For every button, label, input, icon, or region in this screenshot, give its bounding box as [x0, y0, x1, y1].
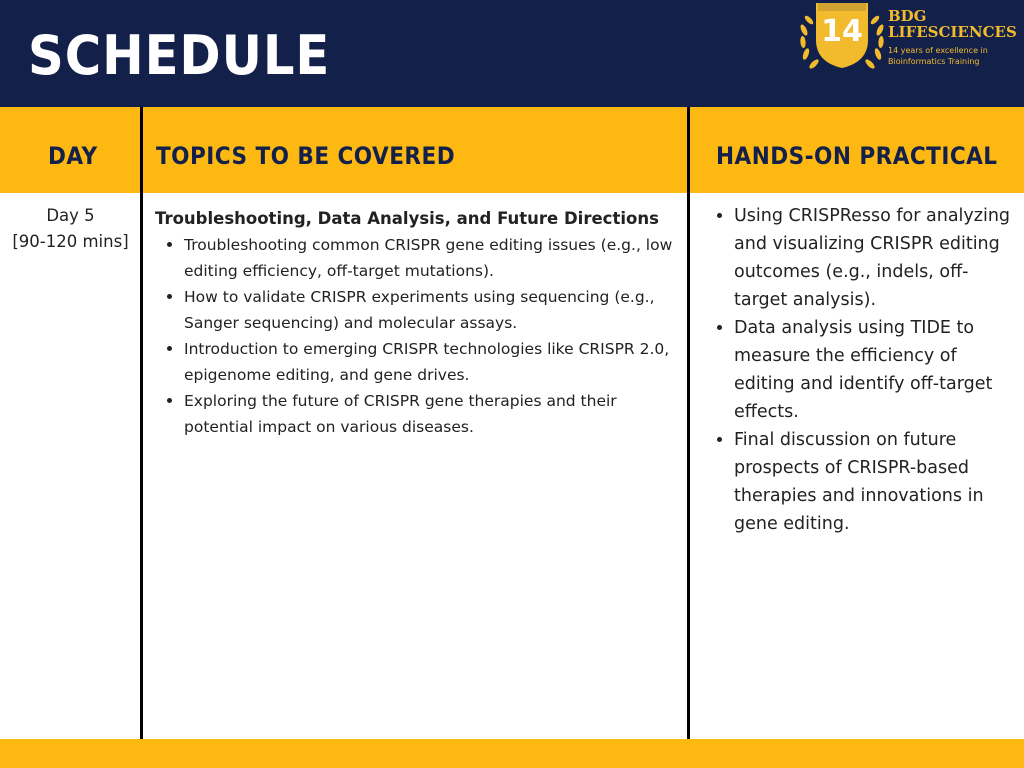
- brand-name: [888, 8, 1017, 40]
- topic-item: Troubleshooting common CRISPR gene editing issues (e.g., low editing efficiency, off-target mutations).: [155, 232, 683, 284]
- column-header-day: DAY: [48, 142, 98, 170]
- topic-item: Introduction to emerging CRISPR technologies like CRISPR 2.0, epigenome editing, and gene drives.: [155, 336, 683, 388]
- practical-list: [716, 202, 1016, 538]
- brand-logo: [796, 0, 1024, 107]
- brand-name-line1: BDG: [888, 7, 927, 25]
- topics-list: [155, 232, 683, 440]
- header-bar: [0, 0, 1024, 107]
- topics-cell: [155, 206, 683, 440]
- brand-name-line2: LIFESCIENCES: [888, 23, 1017, 41]
- practical-item: Using CRISPResso for analyzing and visualizing CRISPR editing outcomes (e.g., indels, off-target analysis).: [716, 202, 1016, 314]
- brand-tagline: 14 years of excellence in Bioinformatics Training: [888, 46, 988, 66]
- table-header-row: [0, 107, 1024, 193]
- topic-item: How to validate CRISPR experiments using sequencing (e.g., Sanger sequencing) and molecular assays.: [155, 284, 683, 336]
- topics-heading: Troubleshooting, Data Analysis, and Future Directions: [155, 209, 659, 228]
- column-divider-2: [687, 107, 690, 739]
- day-label: Day 5: [46, 206, 95, 225]
- topic-item: Exploring the future of CRISPR gene therapies and their potential impact on various diseases.: [155, 388, 683, 440]
- day-cell: [0, 203, 141, 255]
- footer-bar: [0, 739, 1024, 768]
- practical-item: Data analysis using TIDE to measure the efficiency of editing and identify off-target effects.: [716, 314, 1016, 426]
- page-title: SCHEDULE: [28, 24, 331, 87]
- column-header-practical: HANDS-ON PRACTICAL: [716, 142, 998, 170]
- column-divider-1: [140, 107, 143, 739]
- practical-cell: [716, 202, 1016, 538]
- practical-item: Final discussion on future prospects of CRISPR-based therapies and innovations in gene editing.: [716, 426, 1016, 538]
- badge-number: 14: [821, 14, 863, 49]
- column-header-topics: TOPICS TO BE COVERED: [156, 142, 456, 170]
- day-duration: [90-120 mins]: [12, 232, 129, 251]
